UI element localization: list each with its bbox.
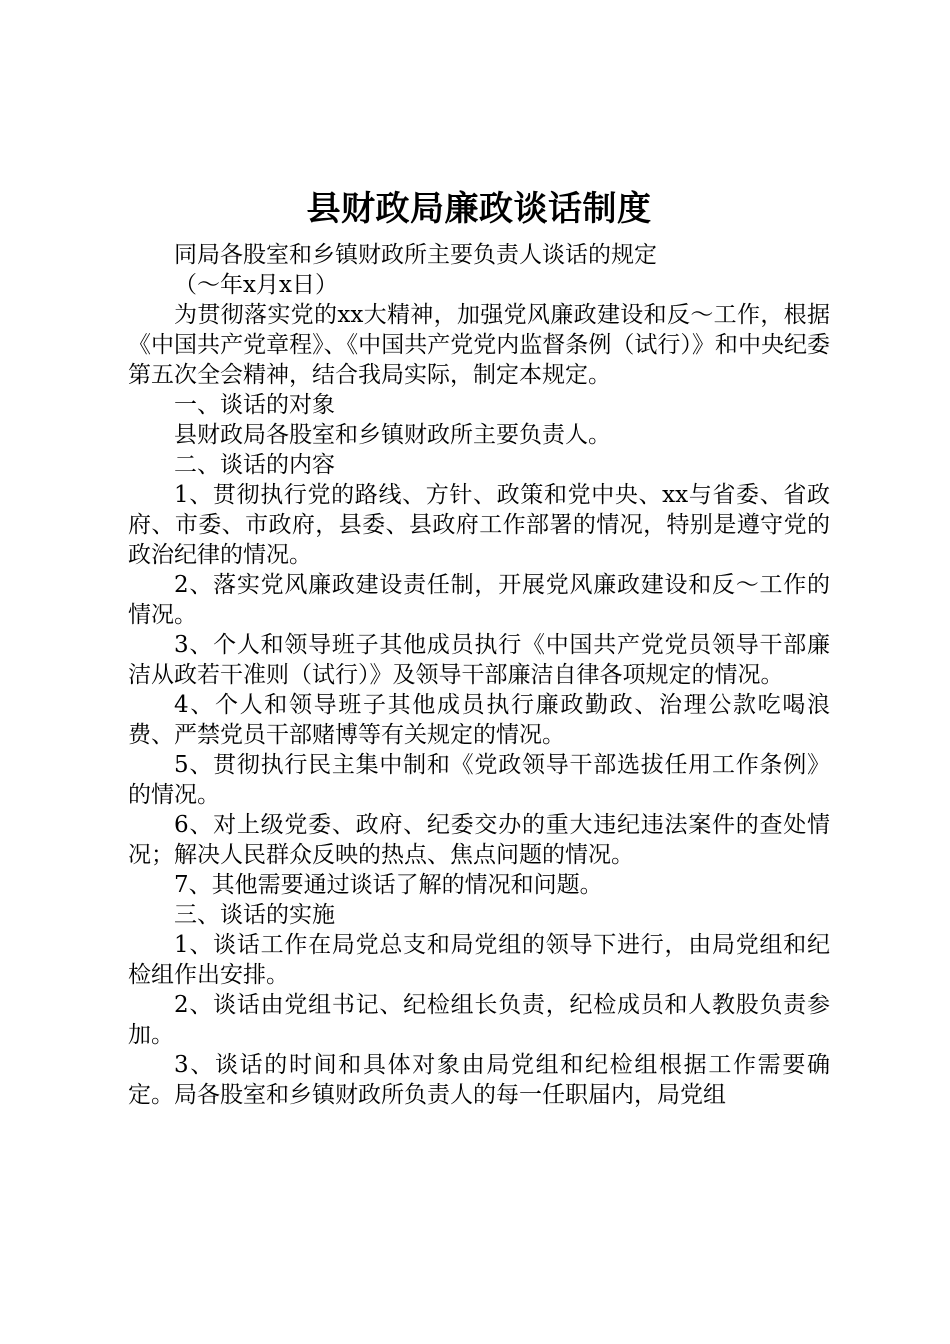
document-paragraph: 为贯彻落实党的xx大精神，加强党风廉政建设和反～工作，根据《中国共产党章程》、《中国共产党党内监督条例（试行）》和中央纪委第五次全会精神，结合我局实际，制定本规定。	[128, 302, 830, 388]
document-paragraph: 同局各股室和乡镇财政所主要负责人谈话的规定	[174, 242, 657, 268]
document-paragraph: 三、谈话的实施	[174, 902, 335, 928]
document-paragraph: 7、其他需要通过谈话了解的情况和问题。	[174, 872, 603, 898]
document-paragraph: 1、贯彻执行党的路线、方针、政策和党中央、xx与省委、省政府、市委、市政府，县委、县政府工作部署的情况，特别是遵守党的政治纪律的情况。	[128, 482, 830, 568]
document-paragraph: 3、谈话的时间和具体对象由局党组和纪检组根据工作需要确定。局各股室和乡镇财政所负责人的每一任职届内，局党组	[128, 1052, 830, 1108]
document-paragraph: 二、谈话的内容	[174, 452, 335, 478]
document-paragraph: 5、贯彻执行民主集中制和《党政领导干部选拔任用工作条例》的情况。	[128, 752, 830, 808]
document-paragraph: 2、落实党风廉政建设责任制，开展党风廉政建设和反～工作的情况。	[128, 572, 830, 628]
document-paragraph: 4、个人和领导班子其他成员执行廉政勤政、治理公款吃喝浪费、严禁党员干部赌博等有关规定的情况。	[128, 692, 830, 748]
document-title: 县财政局廉政谈话制度	[306, 189, 652, 229]
document-body	[128, 184, 830, 1110]
document-paragraph: （～年x月x日）	[174, 272, 338, 298]
document-paragraph: 2、谈话由党组书记、纪检组长负责，纪检成员和人教股负责参加。	[128, 992, 830, 1048]
document-paragraph: 6、对上级党委、政府、纪委交办的重大违纪违法案件的查处情况；解决人民群众反映的热点、焦点问题的情况。	[128, 812, 830, 868]
document-paragraph: 1、谈话工作在局党总支和局党组的领导下进行，由局党组和纪检组作出安排。	[128, 932, 830, 988]
document-paragraph: 县财政局各股室和乡镇财政所主要负责人。	[174, 422, 611, 448]
document-paragraph: 3、个人和领导班子其他成员执行《中国共产党党员领导干部廉洁从政若干准则（试行）》及领导干部廉洁自律各项规定的情况。	[128, 632, 830, 688]
document-paragraph: 一、谈话的对象	[174, 392, 335, 418]
